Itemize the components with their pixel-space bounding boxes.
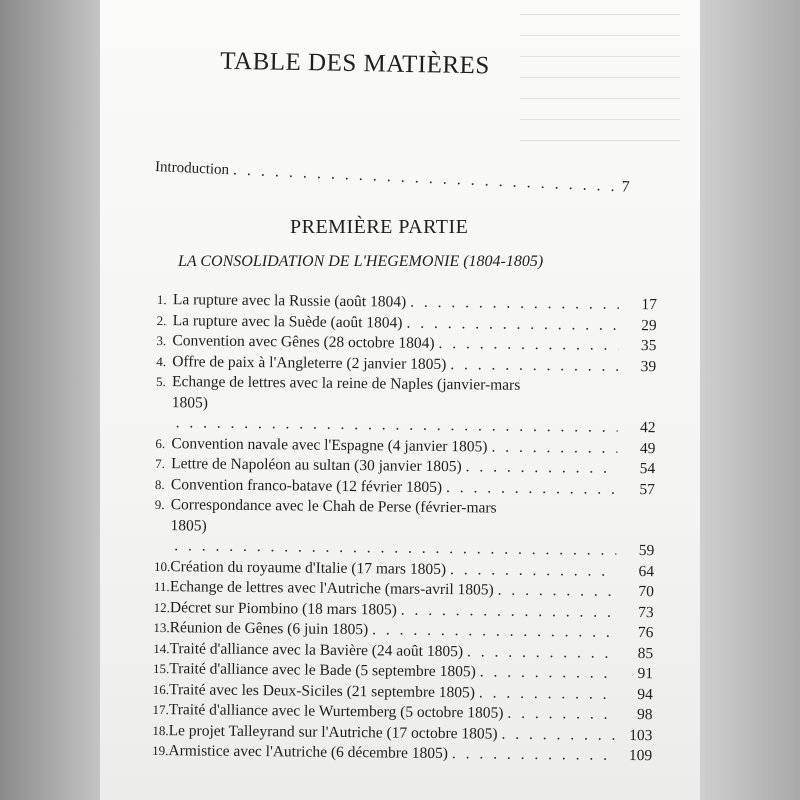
entry-title-continuation: 1805) bbox=[170, 516, 207, 535]
entry-page: 49 bbox=[639, 439, 656, 457]
entry-number: 14. bbox=[153, 640, 170, 656]
entry-number: 18. bbox=[152, 722, 169, 738]
dot-leader bbox=[501, 724, 614, 746]
entry-number: 3. bbox=[156, 332, 167, 349]
entry-title: Le projet Talleyrand sur l'Autriche (17 octobre 1805) bbox=[168, 721, 498, 743]
entry-page: 29 bbox=[641, 316, 657, 334]
entry-page: 76 bbox=[637, 624, 654, 642]
entry-number: 19. bbox=[152, 742, 169, 759]
background-left bbox=[0, 0, 100, 800]
entry-number: 5. bbox=[155, 373, 166, 390]
toc-entries bbox=[152, 290, 657, 767]
entry-page: 35 bbox=[640, 337, 657, 355]
entry-number: 2. bbox=[156, 312, 167, 328]
dot-leader bbox=[479, 683, 615, 705]
entry-page: 59 bbox=[638, 542, 655, 560]
entry-page: 70 bbox=[638, 583, 654, 601]
page-title: TABLE DES MATIÈRES bbox=[220, 47, 490, 80]
entry-number: 16. bbox=[152, 681, 170, 697]
introduction-page: 7 bbox=[621, 178, 630, 196]
entry-title: La rupture avec la Russie (août 1804) bbox=[172, 291, 407, 311]
entry-page: 103 bbox=[629, 726, 653, 744]
entry-number: 13. bbox=[153, 619, 170, 636]
entry-title: Traité avec les Deux-Siciles (21 septembre 1805) bbox=[168, 680, 476, 701]
entry-number: 12. bbox=[153, 599, 171, 615]
entry-page: 109 bbox=[628, 746, 653, 765]
entry-number: 4. bbox=[156, 353, 167, 369]
entry-page: 54 bbox=[639, 460, 656, 478]
entry-title: Echange de lettres avec la reine de Naples (janvier-mars bbox=[171, 373, 521, 394]
dot-leader bbox=[410, 293, 619, 316]
entry-page: 73 bbox=[638, 603, 654, 621]
dot-leader bbox=[233, 161, 618, 196]
dot-leader bbox=[450, 560, 616, 582]
introduction-label: Introduction bbox=[154, 159, 230, 179]
part-subtitle: LA CONSOLIDATION DE L'HEGEMONIE (1804-1805) bbox=[178, 253, 544, 270]
entry-number: 6. bbox=[155, 435, 166, 451]
dot-leader bbox=[480, 662, 615, 684]
dot-leader bbox=[401, 600, 616, 623]
dot-leader bbox=[507, 704, 614, 726]
entry-number: 7. bbox=[155, 455, 166, 472]
entry-page: 17 bbox=[641, 296, 657, 314]
book-page bbox=[100, 0, 700, 800]
dot-leader bbox=[466, 457, 618, 479]
entry-page: 42 bbox=[639, 419, 656, 437]
dot-leader bbox=[406, 313, 618, 336]
entry-title: Convention navale avec l'Espagne (4 janvier 1805) bbox=[171, 434, 488, 455]
entry-title: Traité d'alliance avec le Bade (5 septembre 1805) bbox=[169, 660, 476, 681]
entry-number: 10. bbox=[154, 558, 171, 574]
dot-leader bbox=[498, 581, 616, 603]
dot-leader bbox=[467, 642, 615, 664]
entry-title: Echange de lettres avec l'Autriche (mars-avril 1805) bbox=[169, 578, 494, 599]
entry-page: 39 bbox=[640, 357, 657, 375]
entry-title: Lettre de Napoléon au sultan (30 janvier 1805) bbox=[171, 455, 462, 476]
entry-page: 64 bbox=[638, 562, 655, 580]
entry-page: 91 bbox=[637, 665, 654, 683]
dot-leader bbox=[438, 334, 618, 356]
entry-number: 9. bbox=[154, 496, 165, 513]
entry-page: 98 bbox=[636, 706, 653, 724]
toc-introduction bbox=[155, 158, 630, 197]
entry-number: 15. bbox=[152, 660, 170, 677]
entry-title: Création du royaume d'Italie (17 mars 1805) bbox=[170, 557, 447, 578]
part-title: PREMIÈRE PARTIE bbox=[290, 216, 469, 238]
entry-title: Correspondance avec le Chah de Perse (février-mars bbox=[170, 496, 497, 517]
dot-leader bbox=[372, 620, 615, 643]
entry-number: 1. bbox=[156, 291, 167, 308]
entry-title: Décret sur Piombino (18 mars 1805) bbox=[169, 598, 397, 619]
entry-title: Traité d'alliance avec le Wurtemberg (5 octobre 1805) bbox=[168, 701, 504, 722]
dot-leader bbox=[452, 744, 614, 766]
entry-title: Traité d'alliance avec la Bavière (24 août 1805) bbox=[169, 639, 464, 660]
entry-title: Armistice avec l'Autriche (6 décembre 1805) bbox=[168, 742, 449, 763]
entry-number: 17. bbox=[152, 701, 169, 718]
entry-page: 94 bbox=[637, 685, 653, 703]
entry-page: 57 bbox=[639, 480, 656, 498]
dot-leader bbox=[491, 437, 617, 459]
toc-entry bbox=[152, 741, 652, 767]
entry-title-continuation: 1805) bbox=[171, 393, 209, 412]
background-right bbox=[700, 0, 800, 800]
entry-title: Réunion de Gênes (6 juin 1805) bbox=[169, 619, 369, 639]
dot-leader bbox=[450, 355, 618, 377]
entry-title: Convention avec Gênes (28 octobre 1804) bbox=[172, 332, 435, 352]
entry-title: La rupture avec la Suède (août 1804) bbox=[172, 311, 403, 332]
entry-number: 11. bbox=[153, 578, 170, 595]
entry-page: 85 bbox=[637, 644, 654, 662]
entry-title: Convention franco-batave (12 février 1805) bbox=[170, 475, 443, 496]
dot-leader bbox=[446, 478, 617, 500]
entry-number: 8. bbox=[154, 476, 165, 492]
entry-title: Offre de paix à l'Angleterre (2 janvier 1805) bbox=[172, 352, 447, 373]
